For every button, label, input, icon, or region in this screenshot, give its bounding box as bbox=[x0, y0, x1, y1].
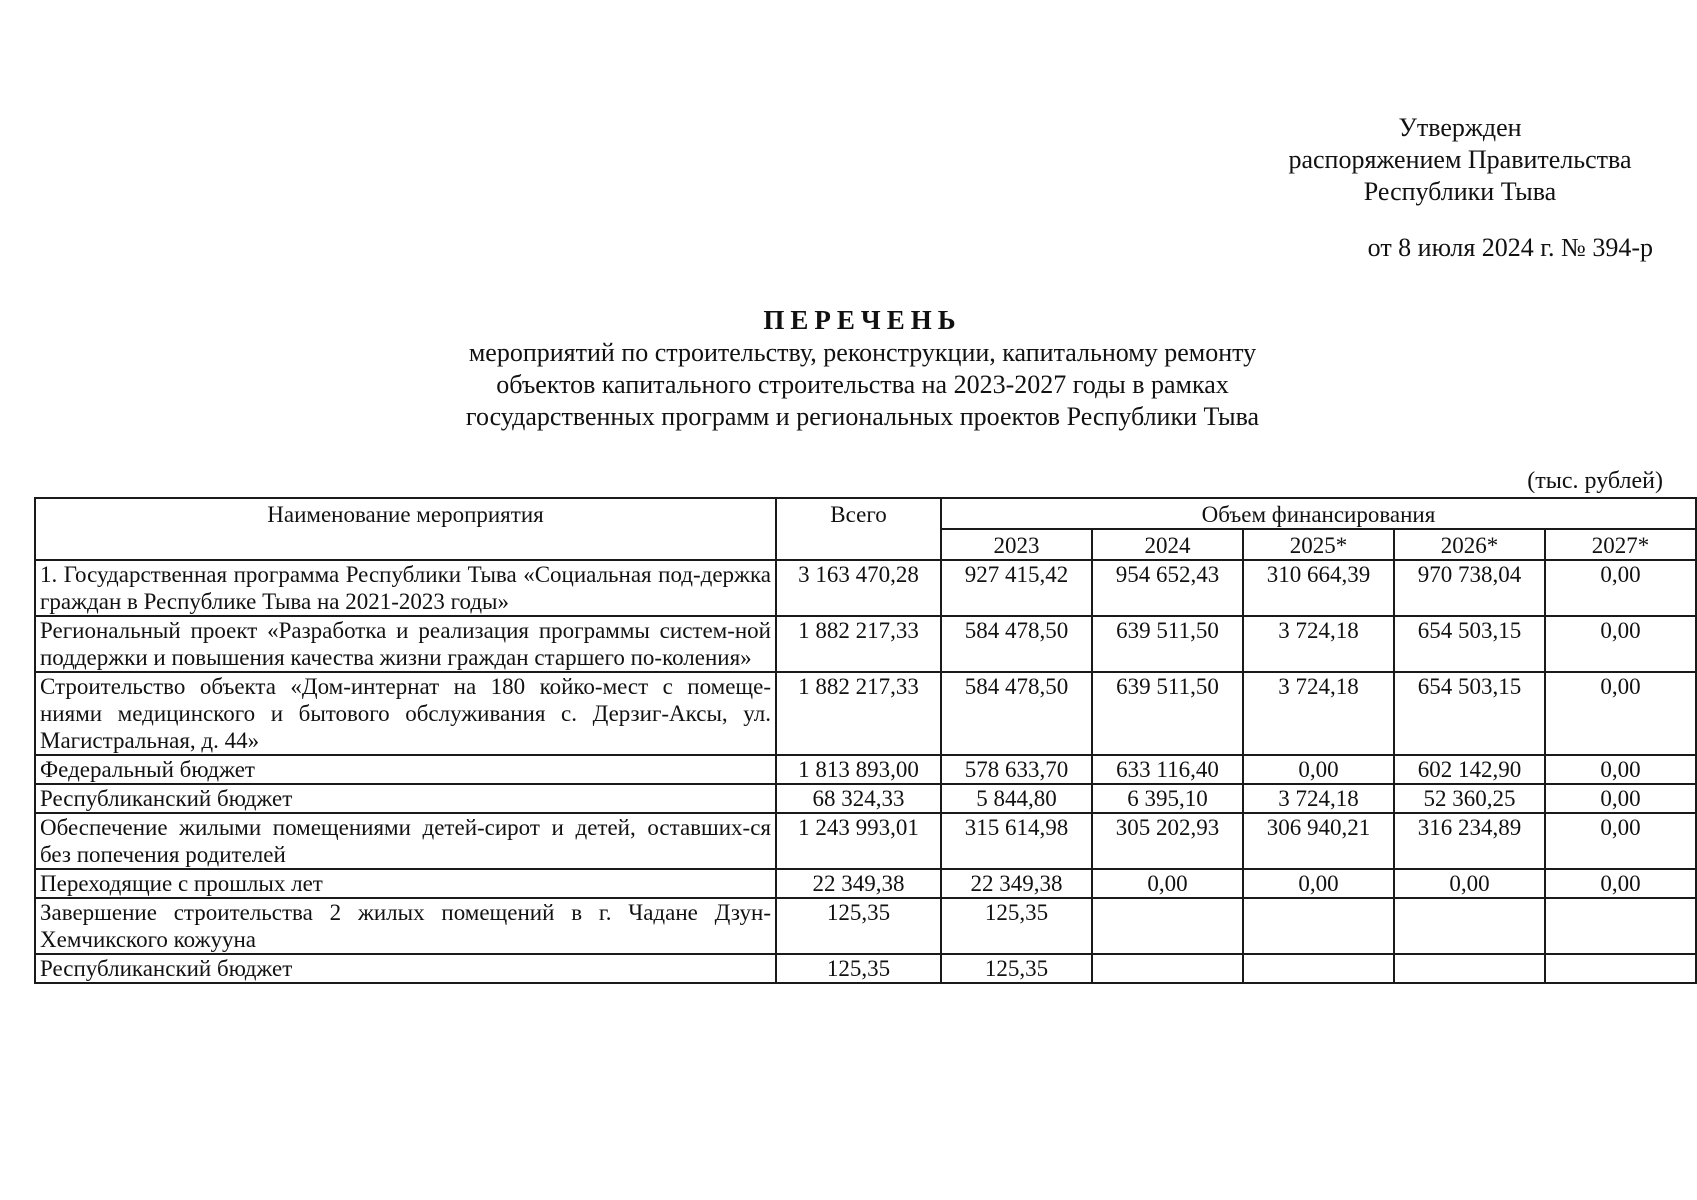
header-funding: Объем финансирования bbox=[941, 498, 1696, 529]
row-name-cell: Республиканский бюджет bbox=[35, 954, 776, 983]
header-year: 2023 bbox=[941, 529, 1092, 560]
funding-table bbox=[34, 497, 1697, 984]
table-row bbox=[35, 869, 1696, 898]
row-year-value-cell: 0,00 bbox=[1545, 869, 1696, 898]
row-year-value-cell bbox=[1394, 954, 1545, 983]
row-year-value-cell: 927 415,42 bbox=[941, 560, 1092, 616]
row-year-value-cell: 633 116,40 bbox=[1092, 755, 1243, 784]
table-row bbox=[35, 616, 1696, 672]
row-year-value-cell: 0,00 bbox=[1545, 755, 1696, 784]
row-year-value-cell: 6 395,10 bbox=[1092, 784, 1243, 813]
row-year-value-cell: 315 614,98 bbox=[941, 813, 1092, 869]
row-year-value-cell: 3 724,18 bbox=[1243, 672, 1394, 755]
table-header-row bbox=[35, 498, 1696, 529]
approval-line-republic: Республики Тыва bbox=[1363, 177, 1557, 206]
row-year-value-cell bbox=[1092, 954, 1243, 983]
row-name-cell: 1. Государственная программа Республики Тыва «Социальная под-держка граждан в Республике Тыва на 2021-2023 годы» bbox=[35, 560, 776, 616]
approval-date: от 8 июля 2024 г. № 394-р bbox=[1367, 233, 1653, 262]
row-year-value-cell: 639 511,50 bbox=[1092, 616, 1243, 672]
row-year-value-cell: 578 633,70 bbox=[941, 755, 1092, 784]
row-total-cell: 1 243 993,01 bbox=[776, 813, 941, 869]
document-title: ПЕРЕЧЕНЬ bbox=[763, 305, 962, 335]
row-name-cell: Республиканский бюджет bbox=[35, 784, 776, 813]
row-year-value-cell: 0,00 bbox=[1545, 560, 1696, 616]
document-subtitle-line-3: государственных программ и региональных проектов Республики Тыва bbox=[465, 402, 1260, 431]
approval-block bbox=[1250, 112, 1670, 208]
units-note: (тыс. рублей) bbox=[1527, 468, 1663, 494]
row-name-cell: Строительство объекта «Дом-интернат на 180 койко-мест с помеще-ниями медицинского и бытового обслуживания с. Дерзиг-Аксы, ул. Магистральная, д. 44» bbox=[35, 672, 776, 755]
row-total-cell: 1 882 217,33 bbox=[776, 616, 941, 672]
row-year-value-cell: 654 503,15 bbox=[1394, 616, 1545, 672]
row-total-cell: 1 882 217,33 bbox=[776, 672, 941, 755]
row-year-value-cell: 584 478,50 bbox=[941, 616, 1092, 672]
table-row bbox=[35, 954, 1696, 983]
approval-line-order: распоряжением Правительства bbox=[1288, 145, 1632, 174]
header-year: 2026* bbox=[1394, 529, 1545, 560]
row-total-cell: 22 349,38 bbox=[776, 869, 941, 898]
row-year-value-cell: 602 142,90 bbox=[1394, 755, 1545, 784]
approval-line-approved: Утвержден bbox=[1398, 113, 1522, 142]
row-year-value-cell bbox=[1092, 898, 1243, 954]
row-year-value-cell: 316 234,89 bbox=[1394, 813, 1545, 869]
row-year-value-cell: 0,00 bbox=[1243, 755, 1394, 784]
table-row bbox=[35, 672, 1696, 755]
header-year: 2027* bbox=[1545, 529, 1696, 560]
table-row bbox=[35, 813, 1696, 869]
table-row bbox=[35, 898, 1696, 954]
row-year-value-cell: 970 738,04 bbox=[1394, 560, 1545, 616]
row-year-value-cell: 305 202,93 bbox=[1092, 813, 1243, 869]
row-year-value-cell bbox=[1545, 954, 1696, 983]
row-year-value-cell: 125,35 bbox=[941, 954, 1092, 983]
row-year-value-cell: 5 844,80 bbox=[941, 784, 1092, 813]
row-year-value-cell bbox=[1243, 954, 1394, 983]
row-year-value-cell: 22 349,38 bbox=[941, 869, 1092, 898]
row-year-value-cell: 3 724,18 bbox=[1243, 784, 1394, 813]
table-row bbox=[35, 755, 1696, 784]
row-year-value-cell: 3 724,18 bbox=[1243, 616, 1394, 672]
row-year-value-cell: 306 940,21 bbox=[1243, 813, 1394, 869]
row-name-cell: Переходящие с прошлых лет bbox=[35, 869, 776, 898]
header-year: 2024 bbox=[1092, 529, 1243, 560]
row-year-value-cell: 954 652,43 bbox=[1092, 560, 1243, 616]
header-name: Наименование мероприятия bbox=[35, 498, 776, 560]
row-total-cell: 1 813 893,00 bbox=[776, 755, 941, 784]
row-name-cell: Федеральный бюджет bbox=[35, 755, 776, 784]
row-year-value-cell: 0,00 bbox=[1394, 869, 1545, 898]
table-row bbox=[35, 560, 1696, 616]
row-year-value-cell: 0,00 bbox=[1545, 784, 1696, 813]
row-name-cell: Региональный проект «Разработка и реализация программы систем-ной поддержки и повышения качества жизни граждан старшего по-коления» bbox=[35, 616, 776, 672]
row-year-value-cell: 639 511,50 bbox=[1092, 672, 1243, 755]
row-total-cell: 68 324,33 bbox=[776, 784, 941, 813]
row-year-value-cell bbox=[1243, 898, 1394, 954]
row-total-cell: 3 163 470,28 bbox=[776, 560, 941, 616]
row-year-value-cell bbox=[1545, 898, 1696, 954]
row-year-value-cell: 0,00 bbox=[1243, 869, 1394, 898]
row-year-value-cell: 52 360,25 bbox=[1394, 784, 1545, 813]
row-year-value-cell: 0,00 bbox=[1545, 616, 1696, 672]
row-year-value-cell bbox=[1394, 898, 1545, 954]
row-year-value-cell: 654 503,15 bbox=[1394, 672, 1545, 755]
row-total-cell: 125,35 bbox=[776, 898, 941, 954]
row-year-value-cell: 0,00 bbox=[1545, 813, 1696, 869]
row-year-value-cell: 584 478,50 bbox=[941, 672, 1092, 755]
document-subtitle-line-1: мероприятий по строительству, реконструкции, капитальному ремонту bbox=[468, 338, 1257, 367]
row-year-value-cell: 0,00 bbox=[1092, 869, 1243, 898]
row-year-value-cell: 125,35 bbox=[941, 898, 1092, 954]
table-body bbox=[35, 560, 1696, 983]
row-year-value-cell: 310 664,39 bbox=[1243, 560, 1394, 616]
header-total: Всего bbox=[776, 498, 941, 560]
table-row bbox=[35, 784, 1696, 813]
document-heading bbox=[0, 303, 1697, 433]
row-name-cell: Обеспечение жилыми помещениями детей-сирот и детей, оставших-ся без попечения родителей bbox=[35, 813, 776, 869]
row-year-value-cell: 0,00 bbox=[1545, 672, 1696, 755]
row-total-cell: 125,35 bbox=[776, 954, 941, 983]
document-subtitle-line-2: объектов капитального строительства на 2023-2027 годы в рамках bbox=[496, 370, 1229, 399]
row-name-cell: Завершение строительства 2 жилых помещений в г. Чадане Дзун-Хемчикского кожууна bbox=[35, 898, 776, 954]
header-year: 2025* bbox=[1243, 529, 1394, 560]
